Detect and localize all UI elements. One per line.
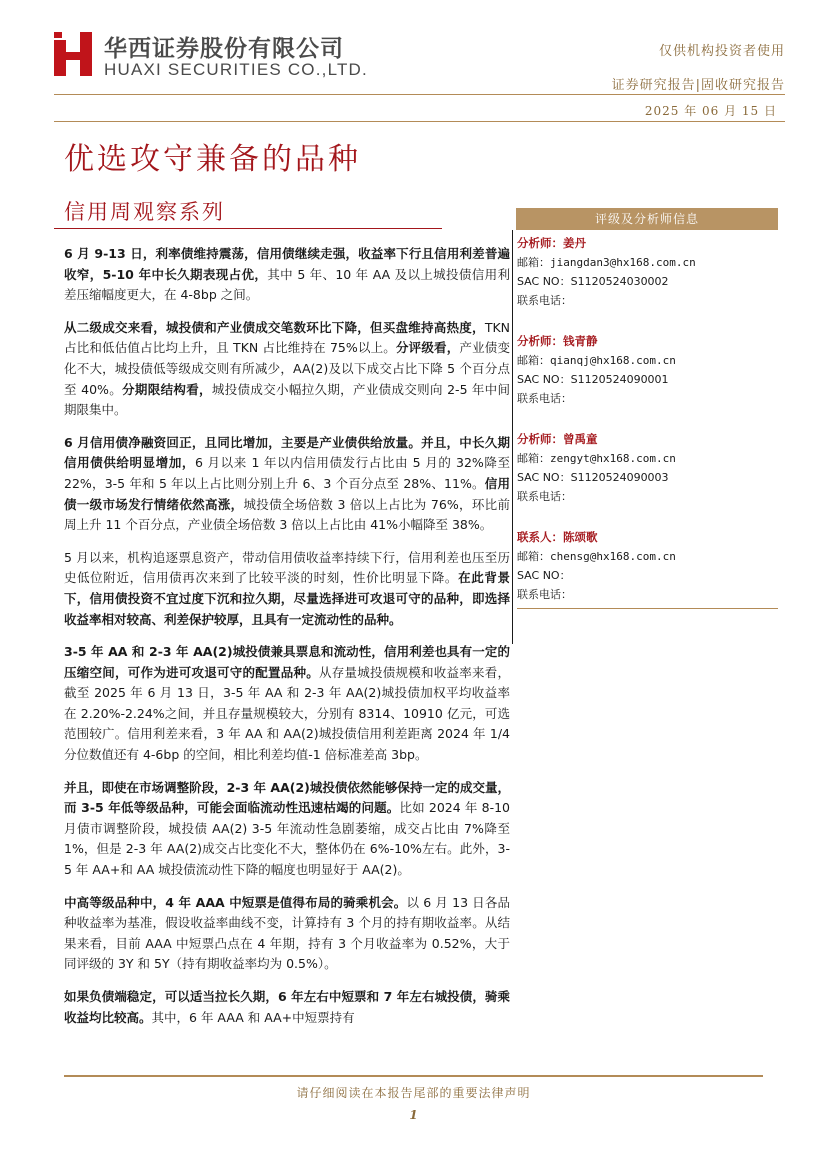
bold-text: 在此背景下，信用债投资不宜过度下沉和拉久期，尽量选择进可攻退可守的品种，即选择收益率相对较高、利差保护较厚，且具有一定流动性的品种。 <box>64 570 510 627</box>
paragraph <box>64 987 510 1028</box>
analyst-card <box>517 332 779 408</box>
legal-disclaimer: 请仔细阅读在本报告尾部的重要法律声明 <box>296 1086 531 1100</box>
analyst-card <box>517 234 779 310</box>
header-divider <box>54 121 785 122</box>
sac-label: SAC NO： <box>517 471 571 484</box>
audience-tag: 仅供机构投资者使用 <box>658 44 785 59</box>
report-title: 优选攻守兼备的品种 <box>64 142 361 177</box>
paragraph <box>64 778 510 881</box>
body-text: 产业债变化不大，城投债低等级成交则有所减少，AA(2)及以下成交占比下降 5 个百分点至 40%。 <box>64 340 510 397</box>
body-text: TKN 占比和低估值占比均上升，且 TKN 占比维持在 75%以上。 <box>64 319 510 356</box>
sac-label: SAC NO： <box>517 569 571 582</box>
bold-text: 中高等级品种中，4 年 AAA 中短票是值得布局的骑乘机会。 <box>64 894 407 910</box>
analyst-role: 分析师： <box>517 334 563 348</box>
email-label: 邮箱： <box>517 256 550 269</box>
body-text: 比如 2024 年 8-10 月债市调整阶段，城投债 AA(2) 3-5 年流动性急剧萎缩，成交占比由 7%降至 1%，但是 2-3 年 AA(2)成交占比变化不大，整体仍在 6%-10%左右。此外，3-5 年 AA+和 AA 城投债流动性下降的幅度也明显好于 AA(2)。 <box>64 800 510 878</box>
analyst-email[interactable]: qianqj@hx168.com.cn <box>550 354 676 367</box>
report-date: 2025 年 06 月 15 日 <box>644 104 777 118</box>
bold-text: 信用债一级市场发行情绪依然高涨， <box>64 475 510 512</box>
paragraph <box>64 244 510 306</box>
series-underline <box>54 228 442 229</box>
paragraph <box>64 433 510 536</box>
bold-text: 6 月信用债净融资回正，且同比增加，主要是产业债供给放量。并且，中长久期信用债供给明显增加， <box>64 434 510 471</box>
body-text: 从存量城投债规模和收益率来看，截至 2025 年 6 月 13 日，3-5 年 AA 和 2-3 年 AA(2)城投债加权平均收益率在 2.20%-2.24%之间，并且存量规模较大，分别有 8314、10910 亿元，可选范围较广。信用利差来看，3 年 AA 和 AA(2)城投债信用利差距离 2024 年 1/4 分位数值还有 4-6bp 的空间，相比利差均值-1 倍标准差高 3bp。 <box>64 664 510 763</box>
analyst-role: 分析师： <box>517 236 563 250</box>
analyst-role: 分析师： <box>517 432 563 446</box>
main-body <box>64 244 510 1040</box>
column-divider <box>512 230 513 644</box>
bold-text: 并且，即使在市场调整阶段，2-3 年 AA(2)城投债依然能够保持一定的成交量，而 3-5 年低等级品种，可能会面临流动性迅速枯竭的问题。 <box>64 779 510 816</box>
header-divider <box>54 94 785 95</box>
body-text: 5 月以来，机构追逐票息资产，带动信用债收益率持续下行，信用利差也压至历史低位附近，信用债再次来到了比较平淡的时刻，性价比明显下降。 <box>64 549 510 586</box>
analyst-sac: S1120524030002 <box>570 275 669 288</box>
body-text: 其中，6 年 AAA 和 AA+中短票持有 <box>151 1009 355 1025</box>
paragraph <box>64 893 510 975</box>
contact-role: 联系人： <box>517 530 563 544</box>
bold-text: 从二级成交来看，城投债和产业债成交笔数环比下降，但买盘维持高热度， <box>64 319 485 335</box>
huaxi-logo-icon <box>54 32 96 76</box>
analyst-sac: S1120524090003 <box>570 471 669 484</box>
sidebar-divider <box>517 608 778 609</box>
bold-text: 分期限结构看， <box>122 381 212 397</box>
phone-label: 联系电话： <box>517 294 572 307</box>
report-series: 信用周观察系列 <box>64 200 225 224</box>
email-label: 邮箱： <box>517 452 550 465</box>
phone-label: 联系电话： <box>517 588 572 601</box>
email-label: 邮箱： <box>517 550 550 563</box>
body-text: 以 6 月 13 日各品种收益率为基准，假设收益率曲线不变，计算持有 3 个月的持有期收益率。从结果来看，目前 AAA 中短票凸点在 4 年期，持有 3 个月收益率为 0.52%，大于同评级的 3Y 和 5Y（持有期收益率均为 0.5%）。 <box>64 894 510 972</box>
contact-name: 陈颂歌 <box>563 530 598 544</box>
phone-label: 联系电话： <box>517 392 572 405</box>
phone-label: 联系电话： <box>517 490 572 503</box>
footer-divider <box>64 1075 763 1077</box>
contact-email[interactable]: chensg@hx168.com.cn <box>550 550 676 563</box>
body-text: 城投债成交小幅拉久期，产业债成交则向 2-5 年中间期限集中。 <box>64 381 510 418</box>
sac-label: SAC NO： <box>517 373 571 386</box>
contact-card <box>517 528 779 604</box>
bold-text: 如果负债端稳定，可以适当拉长久期，6 年左右中短票和 7 年左右城投债，骑乘收益均比较高。 <box>64 989 510 1025</box>
company-name-cn: 华西证券股份有限公司 <box>104 36 344 62</box>
bold-text: 3-5 年 AA 和 2-3 年 AA(2)城投债兼具票息和流动性，信用利差也具有一定的压缩空间，可作为进可攻退可守的配置品种。 <box>64 644 510 680</box>
analyst-name: 钱青静 <box>563 334 598 348</box>
analyst-name: 姜丹 <box>563 236 586 250</box>
paragraph <box>64 548 510 630</box>
analyst-email[interactable]: jiangdan3@hx168.com.cn <box>550 256 696 269</box>
bold-text: 6 月 9-13 日，利率债维持震荡，信用债继续走强，收益率下行且信用利差普遍收窄，5-10 年中长久期表现占优， <box>64 246 510 282</box>
sac-label: SAC NO： <box>517 275 571 288</box>
company-name-en: HUAXI SECURITIES CO.,LTD. <box>104 60 368 79</box>
bold-text: 分评级看， <box>396 340 460 356</box>
email-label: 邮箱： <box>517 354 550 367</box>
analyst-name: 曾禹童 <box>563 432 598 446</box>
analyst-email[interactable]: zengyt@hx168.com.cn <box>550 452 676 465</box>
body-text: 城投债全场倍数 3 倍以上占比为 76%，环比前周上升 11 个百分点，产业债全场倍数 3 倍以上占比由 41%小幅降至 38%。 <box>64 496 510 533</box>
analyst-sac: S1120524090001 <box>570 373 669 386</box>
page-number: 1 <box>409 1108 418 1122</box>
analyst-info <box>517 234 779 626</box>
report-type-tag: 证券研究报告|固收研究报告 <box>611 78 785 93</box>
body-text: 其中 5 年、10 年 AA 及以上城投债信用利差压缩幅度更大，在 4-8bp 之间。 <box>64 266 510 303</box>
body-text: 6 月以来 1 年以内信用债发行占比由 5 月的 32%降至 22%，3-5 年和 5 年以上占比则分别上升 6、3 个百分点至 28%、11%。 <box>64 455 510 491</box>
analyst-card <box>517 430 779 506</box>
sidebar-header: 评级及分析师信息 <box>516 208 778 230</box>
paragraph <box>64 642 510 766</box>
paragraph <box>64 318 510 421</box>
